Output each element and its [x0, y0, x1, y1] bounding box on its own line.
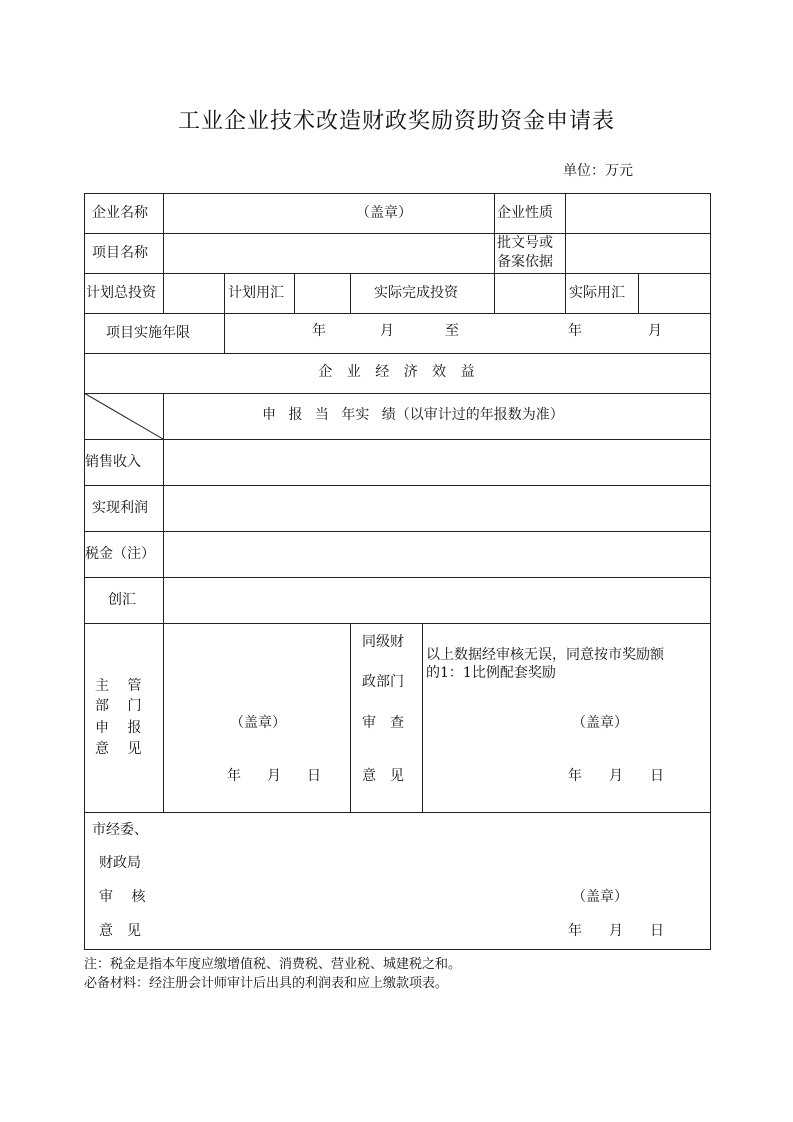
actual-investment-label: 实际完成投资	[374, 285, 458, 301]
company-nature-label: 企业性质	[497, 205, 553, 221]
col-divider	[163, 273, 164, 313]
city-review-label-3: 审 核	[99, 889, 146, 905]
city-date-month: 月	[609, 923, 623, 939]
table-border-bottom	[84, 949, 711, 950]
start-year-label: 年	[312, 323, 326, 339]
row-divider	[84, 812, 711, 813]
row-divider	[84, 439, 711, 440]
row-divider	[84, 313, 711, 314]
economic-benefit-heading: 企 业 经 济 效 益	[318, 364, 475, 380]
footnote-materials: 必备材料：经注册会计师审计后出具的利润表和应上缴款项表。	[84, 976, 449, 991]
col-divider	[638, 273, 639, 313]
unit-label: 单位：万元	[563, 163, 633, 179]
finance-date-month: 月	[609, 768, 623, 784]
to-label: 至	[445, 323, 459, 339]
city-review-label-1: 市经委、	[92, 822, 148, 838]
profit-label: 实现利润	[92, 500, 148, 516]
planned-forex-label: 计划用汇	[228, 285, 284, 301]
finance-opinion-label-1: 同级财	[362, 634, 404, 650]
col-divider	[350, 273, 351, 313]
col-divider	[163, 393, 164, 812]
approval-label-line2: 备案依据	[497, 254, 553, 270]
approval-label-line1: 批文号或	[497, 235, 553, 251]
table-border-right	[710, 193, 711, 950]
dept-seal: （盖章）	[230, 715, 286, 731]
city-review-label-2: 财政局	[99, 855, 141, 871]
project-name-label: 项目名称	[92, 245, 148, 261]
city-review-label-4: 意 见	[99, 923, 141, 939]
col-divider	[163, 193, 164, 273]
city-seal: （盖章）	[572, 889, 628, 905]
col-divider	[565, 273, 566, 313]
finance-opinion-label-2: 政部门	[362, 674, 404, 690]
end-year-label: 年	[568, 323, 582, 339]
forex-earned-label: 创汇	[108, 592, 136, 608]
row-divider	[84, 623, 711, 624]
diagonal-header-cell	[84, 393, 164, 439]
tax-label: 税金（注）	[85, 546, 155, 562]
dept-date-month: 月	[267, 768, 281, 784]
company-name-label: 企业名称	[92, 205, 148, 221]
col-divider	[224, 273, 225, 313]
company-seal: （盖章）	[356, 205, 412, 221]
dept-opinion-label-1: 主 管	[95, 678, 142, 694]
dept-opinion-label-3: 申 报	[95, 720, 142, 736]
row-divider	[84, 485, 711, 486]
dept-opinion-label-4: 意 见	[95, 741, 142, 757]
form-title: 工业企业技术改造财政奖励资助资金申请表	[177, 109, 615, 134]
start-month-label: 月	[380, 323, 394, 339]
col-divider	[224, 313, 225, 353]
row-divider	[84, 393, 711, 394]
col-divider	[294, 273, 295, 313]
finance-opinion-label-4: 意 见	[362, 768, 404, 784]
dept-date-year: 年	[227, 768, 241, 784]
end-month-label: 月	[648, 323, 662, 339]
finance-date-day: 日	[650, 768, 664, 784]
dept-opinion-label-2: 部 门	[95, 698, 142, 714]
city-date-day: 日	[650, 923, 664, 939]
col-divider	[494, 273, 495, 313]
row-divider	[84, 233, 711, 234]
finance-opinion-text-1: 以上数据经审核无误，同意按市奖励额	[426, 647, 664, 663]
col-divider	[350, 623, 351, 812]
row-divider	[84, 577, 711, 578]
implementation-period-label: 项目实施年限	[106, 325, 190, 341]
actual-forex-label: 实际用汇	[569, 285, 625, 301]
col-divider	[422, 623, 423, 812]
table-border-left	[84, 193, 85, 950]
col-divider	[494, 193, 495, 273]
finance-date-year: 年	[568, 768, 582, 784]
dept-date-day: 日	[307, 768, 321, 784]
city-date-year: 年	[568, 923, 582, 939]
finance-opinion-text-2: 的1：1比例配套奖励	[426, 665, 556, 681]
row-divider	[84, 531, 711, 532]
planned-total-investment-label: 计划总投资	[86, 285, 156, 301]
finance-opinion-label-3: 审 查	[362, 715, 404, 731]
finance-seal: （盖章）	[572, 715, 628, 731]
annual-performance-heading: 申 报 当 年实 绩（以审计过的年报数为准）	[262, 407, 564, 423]
sales-revenue-label: 销售收入	[85, 454, 141, 470]
col-divider	[565, 193, 566, 273]
row-divider	[84, 273, 711, 274]
table-border-top	[84, 193, 711, 194]
footnote-tax: 注：税金是指本年度应缴增值税、消费税、营业税、城建税之和。	[84, 957, 462, 972]
row-divider	[84, 353, 711, 354]
